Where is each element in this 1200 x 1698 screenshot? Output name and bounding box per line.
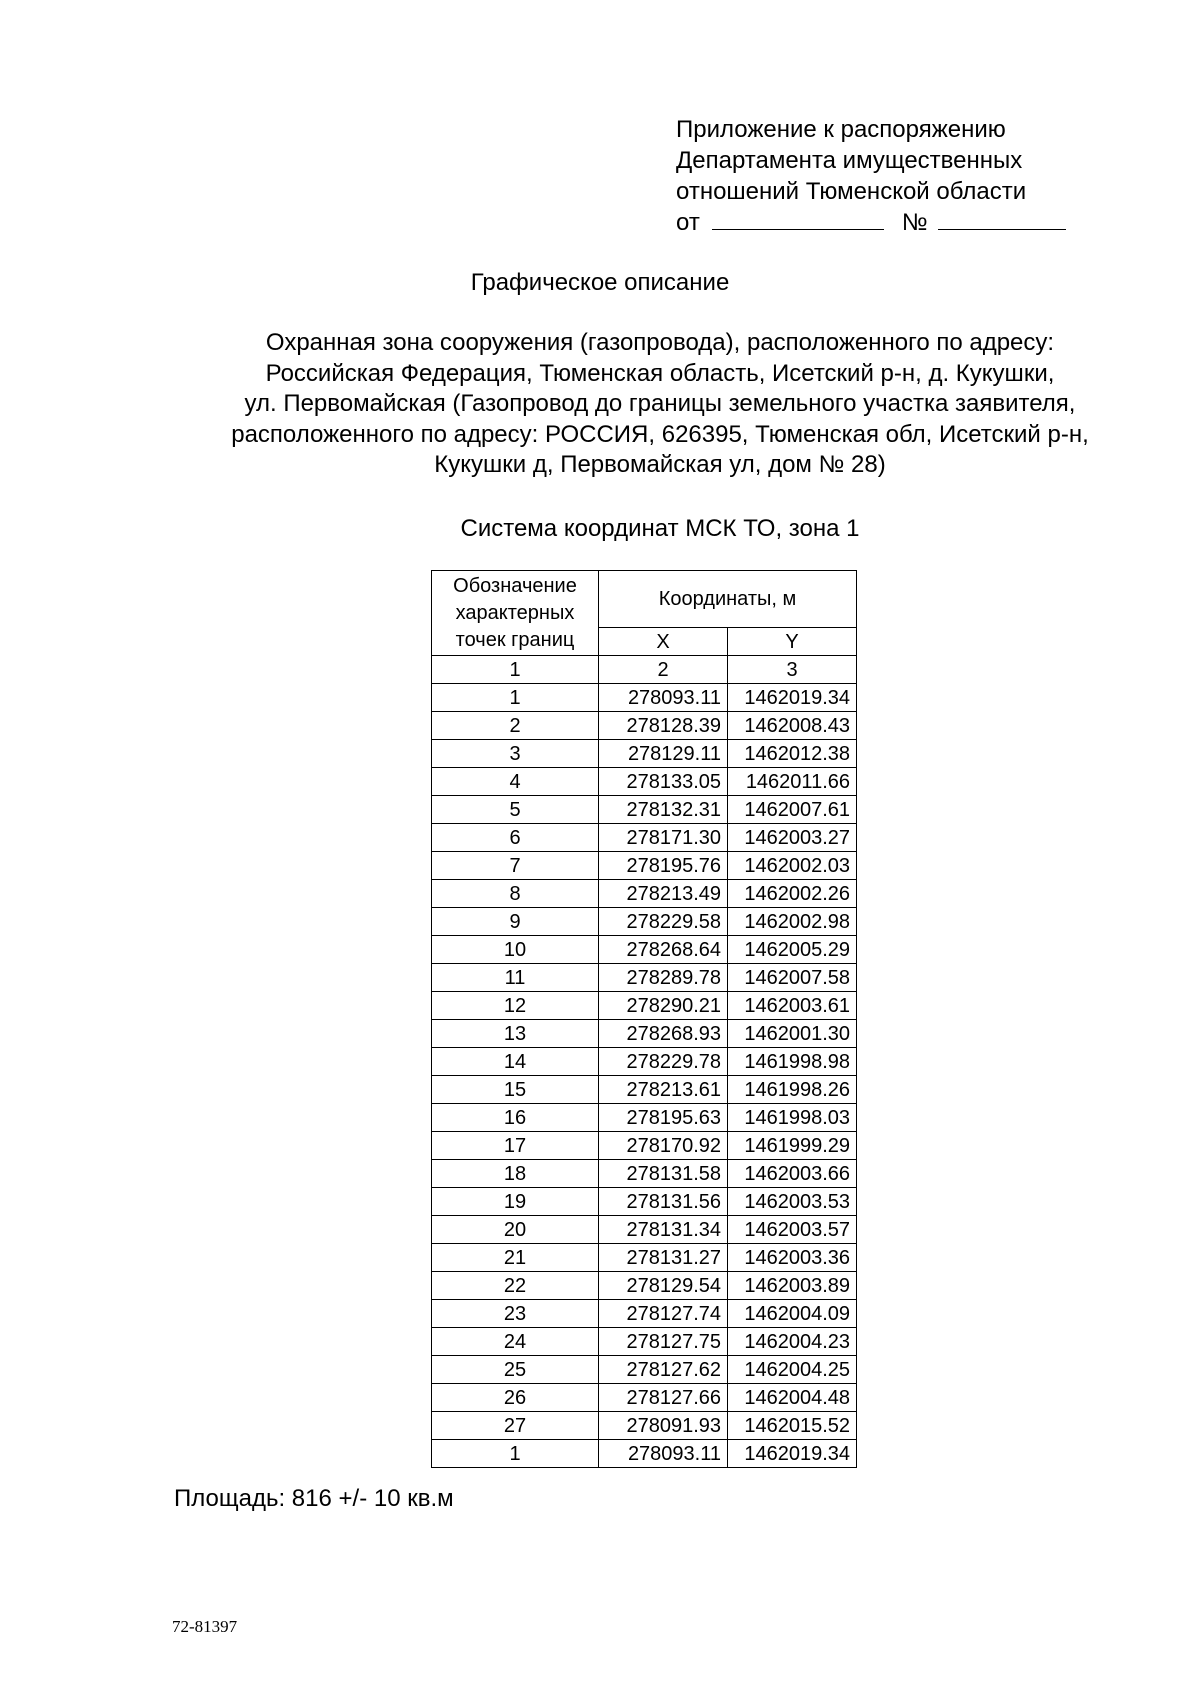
y-coordinate-cell: 1462003.27 [728, 824, 857, 852]
number-label: № [901, 209, 928, 236]
table-row [432, 1132, 857, 1160]
x-coordinate-cell: 278131.27 [599, 1244, 728, 1272]
x-coordinate-cell: 278093.11 [599, 1440, 728, 1468]
point-cell: 16 [432, 1104, 599, 1132]
column-number-2: 2 [599, 656, 728, 684]
appendix-line-3: отношений Тюменской области [676, 178, 1027, 205]
point-cell: 24 [432, 1328, 599, 1356]
y-coordinate-cell: 1462002.03 [728, 852, 857, 880]
table-row [432, 1076, 857, 1104]
table-row [432, 936, 857, 964]
table-row [432, 1048, 857, 1076]
coordinates-table-body [432, 684, 857, 1468]
header-designation-line-1: Обозначение [453, 574, 577, 597]
x-coordinate-cell: 278268.93 [599, 1020, 728, 1048]
x-coordinate-cell: 278131.56 [599, 1188, 728, 1216]
x-coordinate-cell: 278127.74 [599, 1300, 728, 1328]
x-coordinate-cell: 278290.21 [599, 992, 728, 1020]
point-cell: 1 [432, 684, 599, 712]
point-cell: 4 [432, 768, 599, 796]
header-designation [432, 571, 599, 656]
x-coordinate-cell: 278132.31 [599, 796, 728, 824]
table-row [432, 992, 857, 1020]
table-row [432, 964, 857, 992]
point-cell: 23 [432, 1300, 599, 1328]
point-cell: 8 [432, 880, 599, 908]
x-coordinate-cell: 278195.76 [599, 852, 728, 880]
y-coordinate-cell: 1462007.58 [728, 964, 857, 992]
y-coordinate-cell: 1462008.43 [728, 712, 857, 740]
date-blank [712, 207, 884, 230]
y-coordinate-cell: 1461998.26 [728, 1076, 857, 1104]
point-cell: 21 [432, 1244, 599, 1272]
table-row [432, 1020, 857, 1048]
y-coordinate-cell: 1462003.61 [728, 992, 857, 1020]
y-coordinate-cell: 1462003.53 [728, 1188, 857, 1216]
point-cell: 15 [432, 1076, 599, 1104]
y-coordinate-cell: 1462004.23 [728, 1328, 857, 1356]
document-title: Графическое описание [470, 269, 730, 296]
y-coordinate-cell: 1462001.30 [728, 1020, 857, 1048]
y-coordinate-cell: 1462004.25 [728, 1356, 857, 1384]
y-coordinate-cell: 1462012.38 [728, 740, 857, 768]
column-number-1: 1 [432, 656, 599, 684]
appendix-line-2: Департамента имущественных [676, 147, 1023, 174]
y-coordinate-cell: 1462004.48 [728, 1384, 857, 1412]
table-row [432, 1104, 857, 1132]
x-coordinate-cell: 278127.66 [599, 1384, 728, 1412]
table-row [432, 1160, 857, 1188]
table-row [432, 1412, 857, 1440]
number-blank [938, 207, 1066, 230]
table-row [432, 1300, 857, 1328]
y-coordinate-cell: 1462003.89 [728, 1272, 857, 1300]
table-row [432, 740, 857, 768]
point-cell: 7 [432, 852, 599, 880]
table-row [432, 1384, 857, 1412]
table-row [432, 1216, 857, 1244]
table-row [432, 712, 857, 740]
x-coordinate-cell: 278171.30 [599, 824, 728, 852]
point-cell: 19 [432, 1188, 599, 1216]
point-cell: 5 [432, 796, 599, 824]
x-coordinate-cell: 278133.05 [599, 768, 728, 796]
y-coordinate-cell: 1462019.34 [728, 684, 857, 712]
x-coordinate-cell: 278289.78 [599, 964, 728, 992]
point-cell: 25 [432, 1356, 599, 1384]
from-label: от [676, 209, 700, 236]
table-row [432, 908, 857, 936]
point-cell: 3 [432, 740, 599, 768]
point-cell: 6 [432, 824, 599, 852]
table-row [432, 684, 857, 712]
y-coordinate-cell: 1462004.09 [728, 1300, 857, 1328]
point-cell: 2 [432, 712, 599, 740]
coordinates-table [431, 570, 857, 1468]
point-cell: 10 [432, 936, 599, 964]
x-coordinate-cell: 278128.39 [599, 712, 728, 740]
x-coordinate-cell: 278127.62 [599, 1356, 728, 1384]
y-coordinate-cell: 1462003.36 [728, 1244, 857, 1272]
y-coordinate-cell: 1462005.29 [728, 936, 857, 964]
y-coordinate-cell: 1462007.61 [728, 796, 857, 824]
table-row [432, 1440, 857, 1468]
table-row [432, 768, 857, 796]
point-cell: 27 [432, 1412, 599, 1440]
appendix-block [676, 114, 1066, 238]
table-row [432, 1356, 857, 1384]
y-coordinate-cell: 1461998.98 [728, 1048, 857, 1076]
header-designation-line-2: характерных [455, 601, 575, 624]
x-coordinate-cell: 278131.34 [599, 1216, 728, 1244]
table-row [432, 1272, 857, 1300]
appendix-date-number-line [676, 207, 1066, 238]
point-cell: 12 [432, 992, 599, 1020]
subject-description [160, 328, 1160, 481]
y-coordinate-cell: 1462002.26 [728, 880, 857, 908]
y-coordinate-cell: 1461998.03 [728, 1104, 857, 1132]
x-coordinate-cell: 278129.54 [599, 1272, 728, 1300]
x-coordinate-cell: 278170.92 [599, 1132, 728, 1160]
point-cell: 17 [432, 1132, 599, 1160]
x-coordinate-cell: 278131.58 [599, 1160, 728, 1188]
area-value: Площадь: 816 +/- 10 кв.м [174, 1485, 454, 1512]
table-row [432, 1244, 857, 1272]
appendix-line-1: Приложение к распоряжению [676, 116, 1006, 143]
table-row [432, 824, 857, 852]
y-coordinate-cell: 1462002.98 [728, 908, 857, 936]
subject-line-1: Охранная зона сооружения (газопровода), расположенного по адресу: [265, 329, 1055, 356]
table-row [432, 1328, 857, 1356]
point-cell: 11 [432, 964, 599, 992]
subject-line-2: Российская Федерация, Тюменская область, Исетский р-н, д. Кукушки, [265, 359, 1055, 387]
point-cell: 18 [432, 1160, 599, 1188]
x-coordinate-cell: 278195.63 [599, 1104, 728, 1132]
table-row [432, 796, 857, 824]
subject-line-5: Кукушки д, Первомайская ул, дом № 28) [434, 451, 886, 478]
header-coordinates: Координаты, м [599, 571, 857, 628]
table-row [432, 880, 857, 908]
x-coordinate-cell: 278093.11 [599, 684, 728, 712]
y-coordinate-cell: 1462015.52 [728, 1412, 857, 1440]
table-row [432, 852, 857, 880]
header-designation-line-3: точек границ [455, 628, 575, 651]
point-cell: 26 [432, 1384, 599, 1412]
x-coordinate-cell: 278268.64 [599, 936, 728, 964]
x-coordinate-cell: 278229.78 [599, 1048, 728, 1076]
header-y: Y [728, 628, 857, 656]
table-row [432, 1188, 857, 1216]
subject-line-4: расположенного по адресу: РОССИЯ, 626395, Тюменская обл, Исетский р-н, [231, 420, 1089, 448]
point-cell: 13 [432, 1020, 599, 1048]
header-x: X [599, 628, 728, 656]
y-coordinate-cell: 1462019.34 [728, 1440, 857, 1468]
point-cell: 9 [432, 908, 599, 936]
subject-line-3: ул. Первомайская (Газопровод до границы земельного участка заявителя, [244, 390, 1076, 417]
point-cell: 20 [432, 1216, 599, 1244]
x-coordinate-cell: 278213.49 [599, 880, 728, 908]
x-coordinate-cell: 278091.93 [599, 1412, 728, 1440]
y-coordinate-cell: 1461999.29 [728, 1132, 857, 1160]
x-coordinate-cell: 278129.11 [599, 740, 728, 768]
column-number-3: 3 [728, 656, 857, 684]
x-coordinate-cell: 278229.58 [599, 908, 728, 936]
point-cell: 14 [432, 1048, 599, 1076]
y-coordinate-cell: 1462003.57 [728, 1216, 857, 1244]
point-cell: 1 [432, 1440, 599, 1468]
y-coordinate-cell: 1462003.66 [728, 1160, 857, 1188]
x-coordinate-cell: 278213.61 [599, 1076, 728, 1104]
point-cell: 22 [432, 1272, 599, 1300]
document-id: 72-81397 [172, 1617, 238, 1636]
x-coordinate-cell: 278127.75 [599, 1328, 728, 1356]
y-coordinate-cell: 1462011.66 [728, 768, 857, 796]
coordinate-system-label: Система координат МСК ТО, зона 1 [460, 515, 860, 542]
